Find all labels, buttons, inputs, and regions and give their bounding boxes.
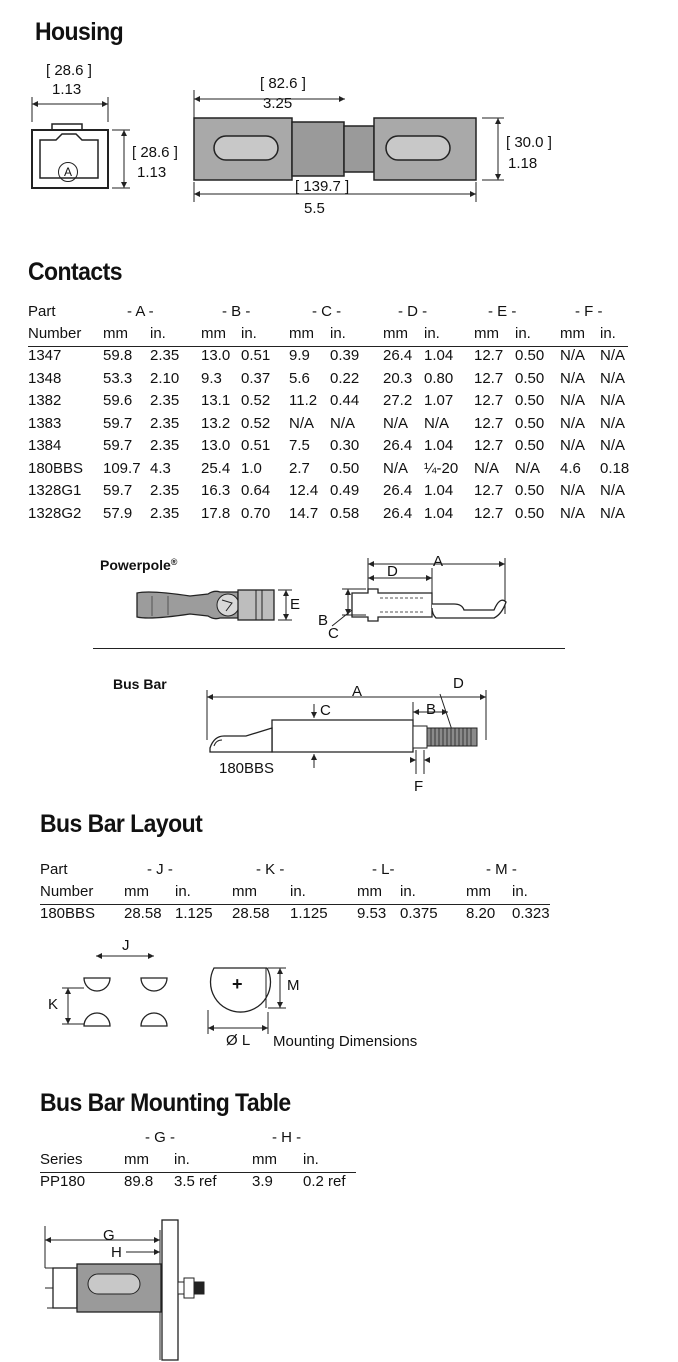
- table-cell: 1.0: [241, 459, 262, 477]
- powerpole-reg-mark: ®: [170, 557, 178, 567]
- table-cell: 3.9: [252, 1173, 273, 1190]
- table-header: - L-: [372, 861, 395, 878]
- table-cell: 0.52: [241, 392, 271, 409]
- table-cell: 28.58: [232, 905, 270, 922]
- layout-dim-l: Ø L: [226, 1032, 251, 1049]
- table-cell: N/A: [289, 414, 315, 432]
- busbar-dim-d: D: [453, 675, 464, 692]
- table-cell: N/A: [600, 414, 626, 432]
- table-cell: 0.22: [330, 369, 360, 387]
- table-cell: 0.50: [515, 347, 545, 364]
- table-cell: 13.0: [201, 347, 231, 364]
- table-cell: N/A: [560, 347, 586, 364]
- table-cell: 12.7: [474, 414, 504, 432]
- table-cell: 3.5 ref: [174, 1173, 217, 1190]
- table-cell: 1.04: [424, 482, 454, 499]
- housing-total-in: 5.5: [304, 200, 325, 217]
- table-header: in.: [515, 325, 531, 342]
- layout-dim-k: K: [48, 996, 59, 1013]
- table-header: in.: [400, 883, 416, 900]
- table-header: mm: [124, 883, 149, 900]
- table-header: - D -: [398, 303, 428, 320]
- housing-total-mm: [ 139.7 ]: [295, 178, 350, 195]
- table-cell: 12.7: [474, 347, 504, 364]
- table-cell: 2.35: [150, 482, 180, 499]
- table-cell: 27.2: [383, 392, 413, 409]
- table-cell: 26.4: [383, 482, 413, 499]
- housing-halflen-in: 3.25: [263, 95, 293, 112]
- table-cell: N/A: [383, 459, 409, 477]
- table-cell: 9.3: [201, 369, 222, 387]
- table-cell: N/A: [330, 414, 356, 432]
- housing-halflen-mm: [ 82.6 ]: [260, 75, 306, 92]
- table-cell: N/A: [600, 504, 626, 522]
- table-cell: 0.39: [330, 347, 360, 364]
- table-cell: N/A: [600, 437, 626, 454]
- housing-side-h-in: 1.18: [508, 155, 538, 172]
- table-cell: 109.7: [103, 459, 141, 477]
- table-cell: 26.4: [383, 437, 413, 454]
- table-cell: 0.50: [330, 459, 360, 477]
- table-cell: 0.50: [515, 504, 545, 522]
- section-divider: [93, 648, 565, 649]
- table-cell: 53.3: [103, 369, 133, 387]
- table-cell: 1382: [28, 392, 62, 409]
- table-cell: 0.64: [241, 482, 271, 499]
- table-cell: 1347: [28, 347, 62, 364]
- table-cell: 8.20: [466, 905, 496, 922]
- table-cell: 28.58: [124, 905, 162, 922]
- housing-side-view: [0, 0, 678, 260]
- table-cell: 12.4: [289, 482, 319, 499]
- table-cell: 16.3: [201, 482, 231, 499]
- table-cell: N/A: [600, 347, 626, 364]
- table-cell: 26.4: [383, 504, 413, 522]
- mounting-dim-g: G: [103, 1227, 115, 1244]
- table-cell: 59.7: [103, 437, 133, 454]
- table-cell: N/A: [560, 414, 586, 432]
- powerpole-drawing: [0, 540, 678, 650]
- table-cell: 0.50: [515, 437, 545, 454]
- table-cell: 1328G1: [28, 482, 82, 499]
- layout-title: Bus Bar Layout: [40, 810, 203, 838]
- table-cell: 12.7: [474, 504, 504, 522]
- table-cell: 13.1: [201, 392, 231, 409]
- busbar-label: Bus Bar: [113, 676, 167, 692]
- busbar-dim-a: A: [352, 683, 363, 700]
- table-cell: 14.7: [289, 504, 319, 522]
- table-cell: 11.2: [289, 392, 318, 409]
- table-cell: 57.9: [103, 504, 133, 522]
- busbar-part: 180BBS: [219, 760, 275, 777]
- table-cell: 9.53: [357, 905, 387, 922]
- table-header: mm: [357, 883, 382, 900]
- table-header: mm: [560, 325, 585, 342]
- table-cell: 0.70: [241, 504, 271, 522]
- table-cell: 1.04: [424, 504, 454, 522]
- center-plus-icon: +: [232, 974, 243, 994]
- layout-table: [0, 861, 678, 931]
- table-cell: 1.04: [424, 347, 454, 364]
- table-cell: 0.50: [515, 482, 545, 499]
- table-cell: 0.323: [512, 905, 550, 922]
- table-header: in.: [600, 325, 616, 342]
- table-header: - B -: [222, 303, 251, 320]
- table-cell: 5.6: [289, 369, 310, 387]
- table-cell: 1384: [28, 437, 62, 454]
- table-cell: 59.8: [103, 347, 133, 364]
- table-cell: 20.3: [383, 369, 413, 387]
- table-header: Part: [28, 303, 56, 320]
- housing-side-h-mm: [ 30.0 ]: [506, 134, 552, 151]
- table-cell: PP180: [40, 1173, 86, 1190]
- table-header: in.: [512, 883, 528, 900]
- housing-height-mm: [ 28.6 ]: [132, 144, 178, 161]
- table-header: mm: [383, 325, 408, 342]
- table-cell: 0.51: [241, 437, 271, 454]
- table-header: in.: [174, 1151, 190, 1168]
- table-cell: 0.52: [241, 414, 271, 432]
- table-cell: 0.37: [241, 369, 271, 387]
- housing-height-in: 1.13: [137, 164, 167, 181]
- table-cell: 59.7: [103, 414, 133, 432]
- contacts-title: Contacts: [28, 258, 122, 286]
- table-header: in.: [330, 325, 346, 342]
- housing-title: Housing: [35, 18, 124, 46]
- table-header: - G -: [145, 1129, 175, 1146]
- powerpole-dim-e: E: [290, 596, 301, 613]
- busbar-dim-c: C: [320, 702, 331, 719]
- mounting-drawing: [0, 1210, 678, 1362]
- table-cell: N/A: [560, 482, 586, 499]
- table-cell: 1383: [28, 414, 62, 432]
- table-cell: 2.35: [150, 347, 180, 364]
- table-cell: N/A: [515, 459, 541, 477]
- table-header: in.: [175, 883, 191, 900]
- table-header: - F -: [575, 303, 603, 320]
- table-cell: 2.35: [150, 392, 180, 409]
- table-cell: 180BBS: [28, 459, 84, 477]
- table-header: - E -: [488, 303, 517, 320]
- table-header: in.: [150, 325, 166, 342]
- table-cell: 1348: [28, 369, 62, 387]
- table-header: in.: [424, 325, 440, 342]
- table-cell: 59.6: [103, 392, 133, 409]
- table-cell: 25.4: [201, 459, 231, 477]
- table-cell: 4.3: [150, 459, 171, 477]
- table-cell: 0.30: [330, 437, 360, 454]
- table-cell: 0.51: [241, 347, 271, 364]
- table-cell: 17.8: [201, 504, 231, 522]
- table-header: mm: [252, 1151, 277, 1168]
- contacts-table: [0, 303, 678, 533]
- table-cell: 12.7: [474, 437, 504, 454]
- table-cell: 12.7: [474, 392, 504, 409]
- table-header: in.: [290, 883, 306, 900]
- table-cell: 13.2: [201, 414, 231, 432]
- housing-width-in: 1.13: [52, 81, 82, 98]
- table-cell: N/A: [560, 392, 586, 409]
- mounting-dim-h: H: [111, 1244, 122, 1261]
- table-header: mm: [466, 883, 491, 900]
- table-cell: N/A: [560, 369, 586, 387]
- table-cell: 9.9: [289, 347, 310, 364]
- housing-width-mm: [ 28.6 ]: [46, 62, 92, 79]
- table-cell: 2.7: [289, 459, 310, 477]
- busbar-dim-f: F: [414, 778, 424, 795]
- busbar-dim-b: B: [426, 701, 437, 718]
- table-header: Number: [40, 883, 94, 900]
- powerpole-dim-d: D: [387, 563, 398, 580]
- table-cell: 2.35: [150, 504, 180, 522]
- powerpole-dim-a: A: [433, 553, 444, 570]
- powerpole-dim-c: C: [328, 625, 339, 642]
- table-cell: N/A: [600, 369, 626, 387]
- table-cell: 2.10: [150, 369, 180, 387]
- table-header: - K -: [256, 861, 285, 878]
- table-header: Part: [40, 861, 68, 878]
- table-cell: 12.7: [474, 369, 504, 387]
- table-header: mm: [103, 325, 128, 342]
- table-cell: N/A: [383, 414, 409, 432]
- table-header: mm: [474, 325, 499, 342]
- table-cell: 0.18: [600, 459, 630, 477]
- table-header: - A -: [127, 303, 154, 320]
- table-cell: 1.07: [424, 392, 454, 409]
- table-cell: ¼-20: [424, 459, 459, 477]
- layout-dim-j: J: [122, 937, 130, 954]
- table-cell: N/A: [600, 482, 626, 499]
- table-cell: 0.50: [515, 392, 545, 409]
- table-cell: 4.6: [560, 459, 581, 477]
- powerpole-label-text: Powerpole: [100, 557, 171, 573]
- table-cell: 13.0: [201, 437, 231, 454]
- table-cell: 2.35: [150, 414, 180, 432]
- table-cell: 2.35: [150, 437, 180, 454]
- table-header: - M -: [486, 861, 517, 878]
- table-header: mm: [232, 883, 257, 900]
- table-cell: 89.8: [124, 1173, 154, 1190]
- table-header: Number: [28, 325, 82, 342]
- table-cell: 12.7: [474, 482, 504, 499]
- table-header: mm: [201, 325, 226, 342]
- table-cell: 1.125: [175, 905, 213, 922]
- table-header: mm: [124, 1151, 149, 1168]
- table-cell: 1328G2: [28, 504, 82, 522]
- table-header: in.: [303, 1151, 319, 1168]
- table-cell: N/A: [424, 414, 450, 432]
- table-cell: N/A: [474, 459, 500, 477]
- table-cell: 180BBS: [40, 905, 96, 922]
- layout-dim-m: M: [287, 977, 300, 994]
- table-cell: 26.4: [383, 347, 413, 364]
- table-header: - J -: [147, 861, 173, 878]
- table-cell: 0.49: [330, 482, 360, 499]
- mounting-table: [0, 1129, 678, 1199]
- mounting-title: Bus Bar Mounting Table: [40, 1089, 291, 1117]
- table-cell: 0.2 ref: [303, 1173, 346, 1190]
- table-cell: 0.50: [515, 414, 545, 432]
- table-cell: 0.375: [400, 905, 438, 922]
- mounting-dimensions-label: Mounting Dimensions: [273, 1033, 418, 1050]
- busbar-drawing: [0, 670, 678, 800]
- table-cell: 0.44: [330, 392, 360, 409]
- housing-a-badge: A: [58, 162, 78, 182]
- table-header: mm: [289, 325, 314, 342]
- powerpole-dim-b: B: [318, 612, 329, 629]
- table-cell: 0.50: [515, 369, 545, 387]
- table-cell: 7.5: [289, 437, 310, 454]
- table-header: - C -: [312, 303, 342, 320]
- table-header: Series: [40, 1151, 83, 1168]
- table-cell: 1.04: [424, 437, 454, 454]
- table-cell: N/A: [600, 392, 626, 409]
- table-cell: 0.80: [424, 369, 454, 387]
- table-cell: 0.58: [330, 504, 360, 522]
- table-cell: N/A: [560, 437, 586, 454]
- table-header: in.: [241, 325, 257, 342]
- table-header: - H -: [272, 1129, 302, 1146]
- table-cell: 1.125: [290, 905, 328, 922]
- table-cell: 59.7: [103, 482, 133, 499]
- table-cell: N/A: [560, 504, 586, 522]
